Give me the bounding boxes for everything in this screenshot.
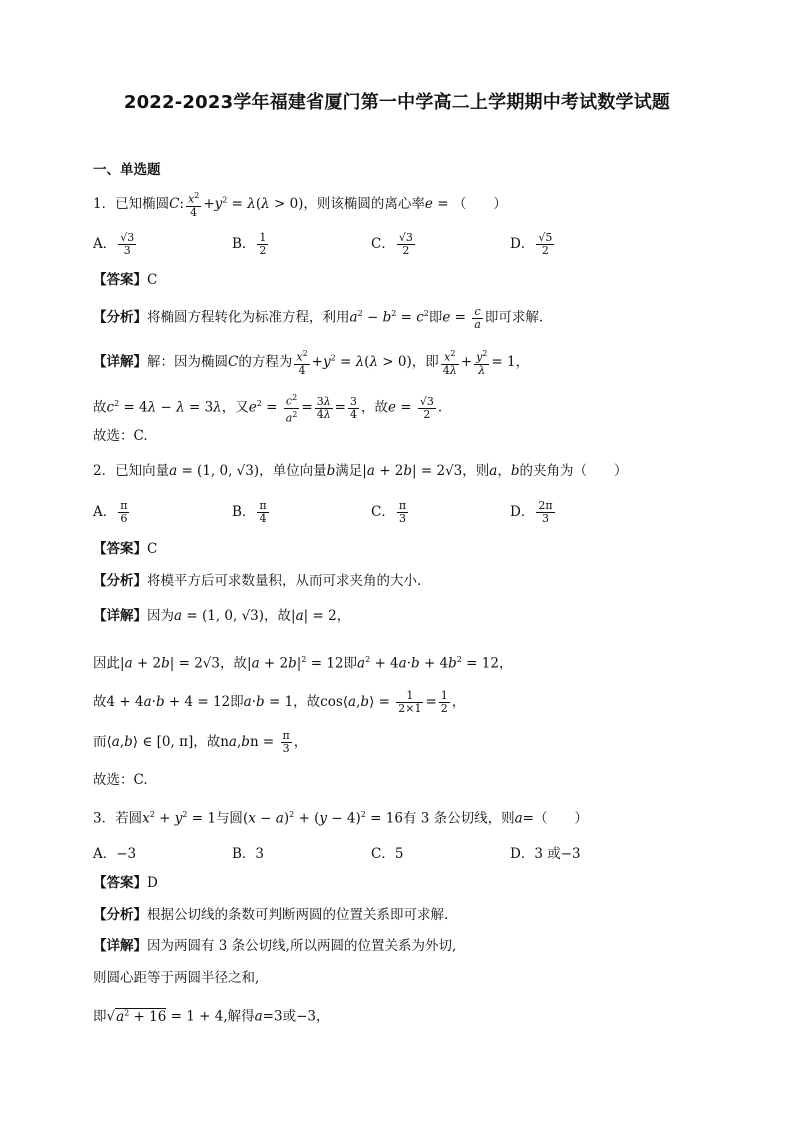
q3-stem: 3．若圆$x^2 + y^2 = 1$与圆$(x - a)^2 + (y - 4)^2 = 16$有 3 条公切线，则a=（ ） <box>93 810 588 827</box>
q2-option-c: C． $\frac{\pi}{3}$ <box>371 499 407 525</box>
q2-stem: 2．已知向量a = (1, 0, √3)，单位向量b满足|a + 2b| = 2√3，则a，b的夹角为（ ） <box>93 463 628 479</box>
q3-option-c: C．5 <box>371 846 404 862</box>
q1-analysis: 【分析】将椭圆方程转化为标准方程，利用$a^2 - b^2 = c^2$即e = $\frac{c}{a}$ 即可求解. <box>93 304 544 331</box>
q1-stem-end: （ ） <box>452 195 507 212</box>
q1-option-a: A． $\frac{√3}{3}$ <box>93 231 135 257</box>
q1-choose: 故选：C. <box>93 428 148 444</box>
q2-detail-line4: 而⟨a,b⟩ ∈ [0, π]，故na,bn = $\frac{\pi}{3}$ ， <box>93 729 308 755</box>
q1-detail: 【详解】解：因为椭圆C的方程为 $\frac{x^2}{4}$ $+y^2 = \lambda(\lambda > 0)$，即 $\frac{x^2}{4\lambda}$ + $\frac{y^2}{\lambda}$ = 1， <box>93 349 530 377</box>
q3-option-b: B．3 <box>232 846 265 862</box>
q1-stem-post: ，则该椭圆的离心率 <box>303 195 425 212</box>
q2-answer: 【答案】C <box>93 541 158 557</box>
q3-option-a: A．−3 <box>93 846 137 862</box>
q1-option-c: C． $\frac{√3}{2}$ <box>371 231 413 257</box>
q2-detail: 【详解】因为a = (1, 0, √3)，故|a| = 2， <box>93 608 351 624</box>
q1-stem-pre: 1．已知椭圆 <box>93 195 170 212</box>
q3-detail-line3: 即$√a^2 + 16 = 1 + 4$,解得a=3或−3， <box>93 1008 330 1025</box>
q3-detail: 【详解】因为两圆有 3 条公切线,所以两圆的位置关系为外切, <box>93 938 457 954</box>
q2-option-d: D． $\frac{2\pi}{3}$ <box>510 499 553 525</box>
q3-option-d: D．3 或−3 <box>510 846 581 862</box>
section-heading: 一、单选题 <box>93 162 161 178</box>
q3-answer: 【答案】D <box>93 875 158 891</box>
q2-analysis: 【分析】将模平方后可求数量积，从而可求夹角的大小. <box>93 573 422 589</box>
q2-choose: 故选：C. <box>93 772 148 788</box>
q2-detail-line2: 因此|a + 2b| = 2√3，故$|a + 2b|^2 = 12$即$a^2 + 4a\cdot b + 4b^2 = 12$， <box>93 655 513 672</box>
page-title: 2022-2023学年福建省厦门第一中学高二上学期期中考试数学试题 <box>123 92 671 113</box>
q1-answer: 【答案】C <box>93 272 158 288</box>
q3-analysis: 【分析】根据公切线的条数可判断两圆的位置关系即可求解. <box>93 907 449 923</box>
q3-detail-line2: 则圆心距等于两圆半径之和, <box>93 970 260 986</box>
q1-detail-line2: 故$c^2 = 4\lambda - \lambda = 3\lambda$，又$e^2$ = $\frac{c^2}{a^2}$ = $\frac{3\lambda}{4\lambda}$ = $\frac{3}{4}$ ，故e = $\frac{√3}{2}$ . <box>93 393 443 425</box>
q1-stem: 1．已知椭圆C: $\frac{x^2}{4}$ $+y^2 = \lambda(\lambda > 0)$，则该椭圆的离心率e = （ ） <box>93 191 507 219</box>
q2-detail-line3: 故4 + 4a·b + 4 = 12即a·b = 1，故cos⟨a,b⟩ = $\frac{1}{2\times 1}$ = $\frac{1}{2}$ ， <box>93 689 466 715</box>
q1-option-b: B． $\frac{1}{2}$ <box>232 231 267 257</box>
q2-option-a: A． $\frac{\pi}{6}$ <box>93 499 128 525</box>
q1-option-d: D． $\frac{√5}{2}$ <box>510 231 553 257</box>
q2-option-b: B． $\frac{\pi}{4}$ <box>232 499 267 525</box>
